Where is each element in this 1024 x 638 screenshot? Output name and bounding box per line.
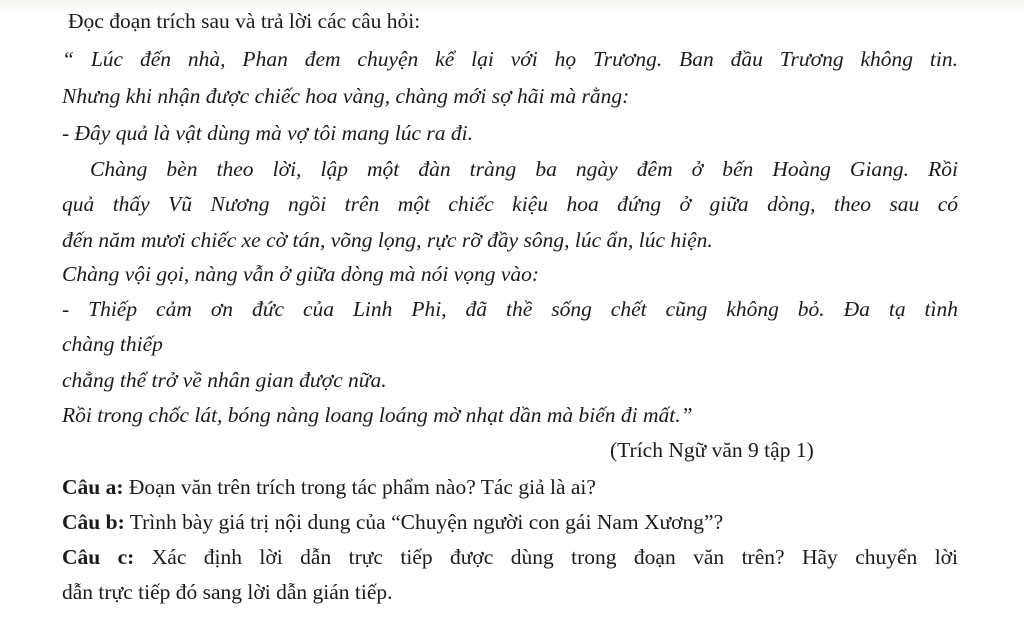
passage-line: chẳng thể trở về nhân gian được nữa.: [62, 368, 387, 392]
question-c-continuation: dẫn trực tiếp đó sang lời dẫn gián tiếp.: [62, 580, 393, 604]
question-a: [62, 477, 596, 499]
passage-line: - Đây quả là vật dùng mà vợ tôi mang lúc ra đi.: [62, 121, 473, 145]
passage-line: Chàng bèn theo lời, lập một đàn tràng ba ngày đêm ở bến Hoàng Giang. Rồi: [90, 157, 958, 181]
question-text: Xác định lời dẫn trực tiếp được dùng trong đoạn văn trên? Hãy chuyển lời: [151, 545, 959, 569]
question-text: Đoạn văn trên trích trong tác phẩm nào? Tác giả là ai?: [128, 475, 596, 499]
question-label: Câu b:: [62, 510, 125, 534]
question-label: Câu c:: [62, 545, 135, 569]
passage-line: đến năm mươi chiếc xe cờ tán, võng lọng, rực rỡ đầy sông, lúc ẩn, lúc hiện.: [62, 228, 713, 252]
question-label: Câu a:: [62, 475, 124, 499]
question-text: Trình bày giá trị nội dung của “Chuyện người con gái Nam Xương”?: [129, 510, 724, 534]
passage-line: Rồi trong chốc lát, bóng nàng loang loáng mờ nhạt dần mà biến đi mất.”: [62, 403, 693, 427]
question-b: [62, 512, 723, 534]
source-citation: (Trích Ngữ văn 9 tập 1): [610, 438, 814, 462]
instruction-text: Đọc đoạn trích sau và trả lời các câu hỏi:: [68, 9, 421, 33]
passage-line: “ Lúc đến nhà, Phan đem chuyện kể lại với họ Trương. Ban đầu Trương không tin.: [62, 47, 958, 71]
passage-line: Nhưng khi nhận được chiếc hoa vàng, chàng mới sợ hãi mà rằng:: [62, 84, 630, 108]
passage-line: quả thấy Vũ Nương ngồi trên một chiếc kiệu hoa đứng ở giữa dòng, theo sau có: [62, 192, 958, 216]
passage-line: Chàng vội gọi, nàng vẫn ở giữa dòng mà nói vọng vào:: [62, 262, 540, 286]
passage-line: chàng thiếp: [62, 332, 163, 356]
question-c: [62, 547, 958, 569]
passage-line: - Thiếp cảm ơn đức của Linh Phi, đã thề sống chết cũng không bỏ. Đa tạ tình: [62, 297, 958, 321]
